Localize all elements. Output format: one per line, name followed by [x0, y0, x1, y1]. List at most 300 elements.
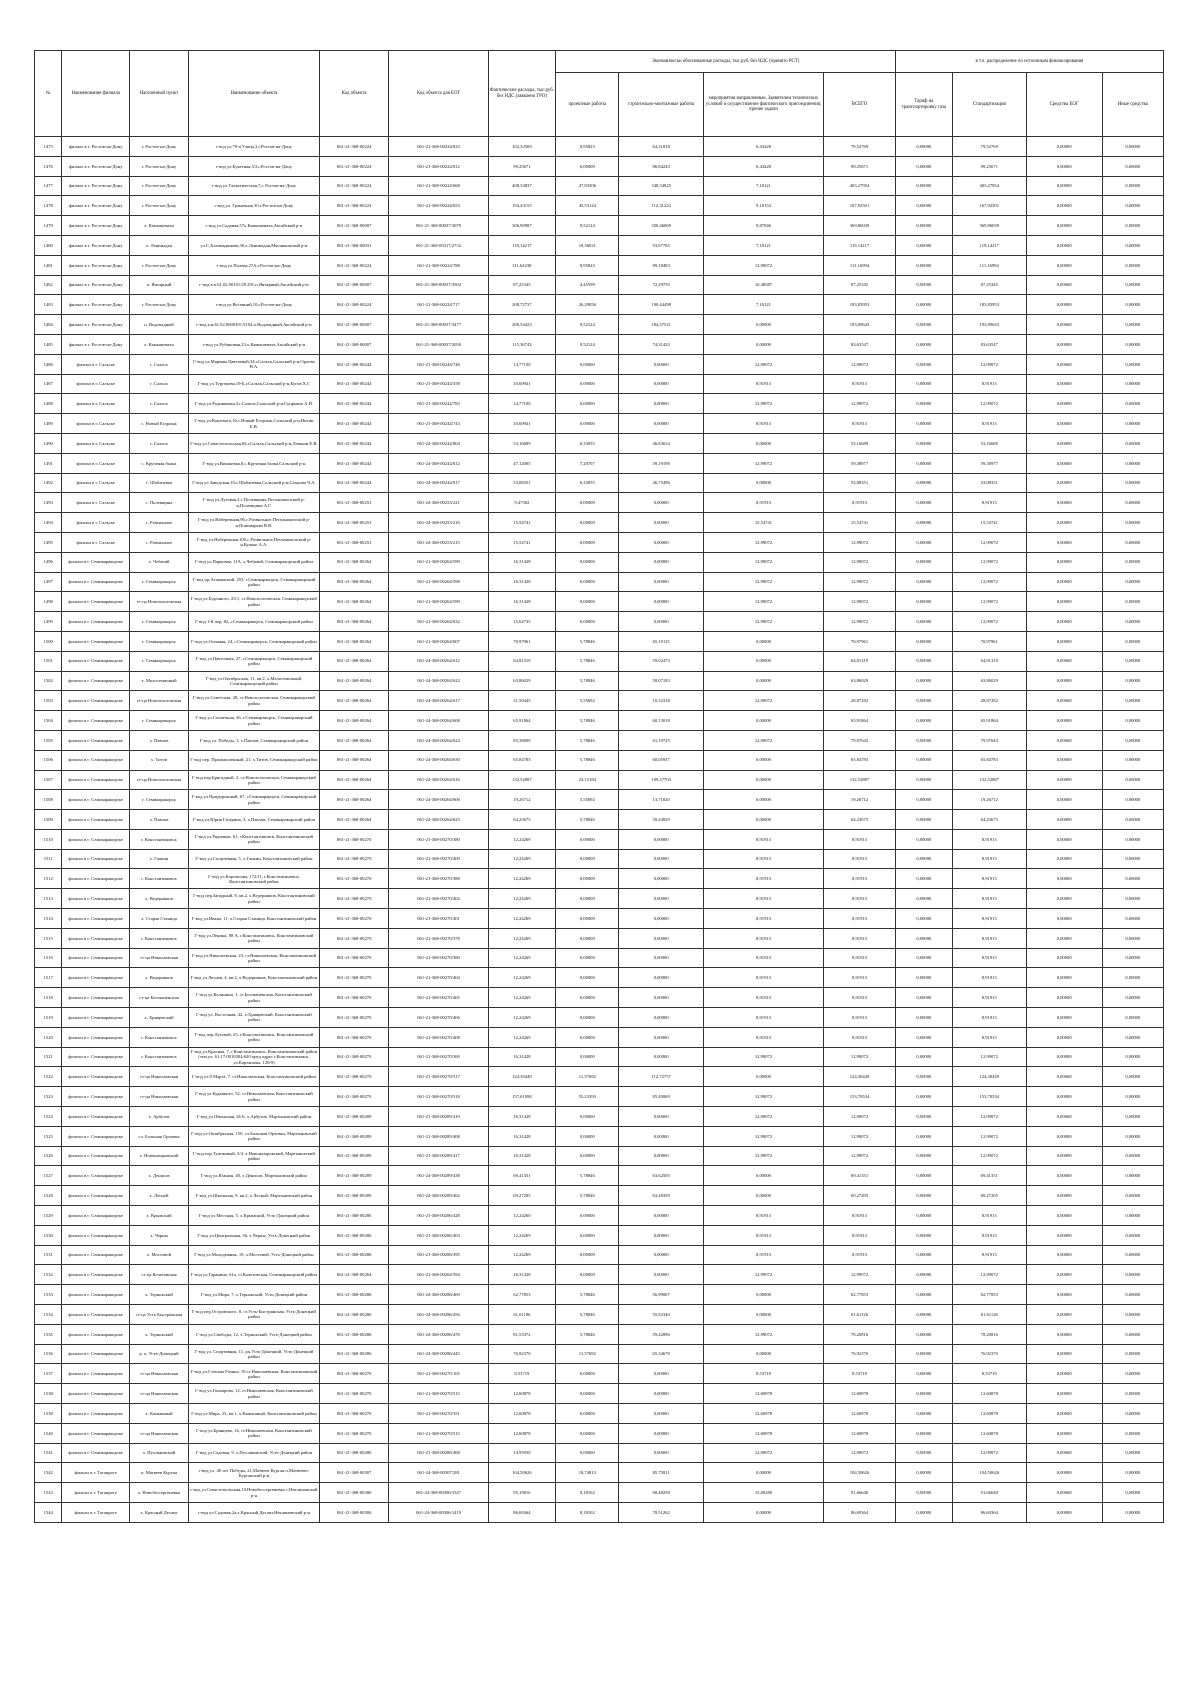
cell-actual: 16,31428: [488, 592, 556, 612]
cell-total: 63,86029: [824, 671, 896, 691]
cell-no: 1517: [35, 968, 62, 988]
table-row: [35, 1483, 1164, 1503]
cell-other: 0,00000: [1102, 216, 1163, 236]
cell-standard: 12,99072: [952, 394, 1026, 414]
cell-no: 1500: [35, 631, 62, 651]
cell-tariff: 0,00000: [895, 1483, 952, 1503]
cell-eog: 0,00000: [1026, 275, 1102, 295]
cell-total: 104,50626: [824, 1463, 896, 1483]
cell-object-code: 061-21-368-00286: [319, 1344, 389, 1364]
table-row: [35, 790, 1164, 810]
cell-no: 1488: [35, 394, 62, 414]
cell-extra: 12,99072: [703, 1126, 823, 1146]
cell-design: 5,78846: [556, 1285, 619, 1305]
cell-object-code: 061-21-368-00224: [319, 156, 389, 176]
cell-object-code: 061-21-368-00306: [319, 1502, 389, 1522]
cell-construction: 65,19115: [619, 631, 703, 651]
cell-standard: 8,91913: [952, 928, 1026, 948]
cell-no: 1527: [35, 1166, 62, 1186]
cell-construction: 0,00000: [619, 1126, 703, 1146]
cell-other: 0,00000: [1102, 1126, 1163, 1146]
cell-eog: 0,00000: [1026, 255, 1102, 275]
cell-settlement: х. Титов: [129, 750, 188, 770]
cell-total: 8,91913: [824, 909, 896, 929]
cell-branch: филиал в г. Семикаракорске: [62, 1443, 130, 1463]
table-row: [35, 1364, 1164, 1384]
table-row: [35, 1324, 1164, 1344]
cell-object-name: Г-вод пр.Атаманский, 253, г.Семикаракорск, Семикаракорский район: [189, 572, 320, 592]
cell-construction: 65,34678: [619, 1344, 703, 1364]
cell-branch: филиал в г. Семикаракорске: [62, 1285, 130, 1305]
cell-design: 5,78846: [556, 730, 619, 750]
cell-eog: 0,00000: [1026, 334, 1102, 354]
cell-total: 124,30449: [824, 1067, 896, 1087]
cell-object-code: 061-21-368-00224: [319, 255, 389, 275]
table-row: [35, 988, 1164, 1008]
cell-tariff: 0,00000: [895, 1008, 952, 1028]
cell-object-code-eog: 061-24-368-00286/445: [389, 1344, 488, 1364]
cell-settlement: с. Полевщина: [129, 493, 188, 513]
cell-settlement: х. Лесной: [129, 1186, 188, 1206]
cell-standard: 12,99072: [952, 1107, 1026, 1127]
cell-total: 403,27954: [824, 176, 896, 196]
cell-tariff: 0,00000: [895, 255, 952, 275]
cell-settlement: х. Павлов: [129, 730, 188, 750]
cell-object-code: 061-21-368-00244: [319, 414, 389, 434]
cell-extra: 7,10121: [703, 235, 823, 255]
cell-actual: 12,24269: [488, 948, 556, 968]
cell-branch: филиал в г. Семикаракорске: [62, 730, 130, 750]
cell-settlement: ст-ца Новозолотовская: [129, 691, 188, 711]
cell-object-code-eog: 061-21-368-00270/408: [389, 1027, 488, 1047]
cell-actual: 16,31428: [488, 1265, 556, 1285]
cell-no: 1524: [35, 1107, 62, 1127]
cell-branch: филиал в г. Семикаракорске: [62, 592, 130, 612]
cell-object-name: Г-вод ул.Рядчиков, 61, г.Константиновск, Константиновский район: [189, 829, 320, 849]
cell-design: 5,78846: [556, 1186, 619, 1206]
cell-settlement: х. Малосемичный: [129, 671, 188, 691]
cell-no: 1498: [35, 592, 62, 612]
cell-eog: 0,00000: [1026, 592, 1102, 612]
table-row: [35, 572, 1164, 592]
cell-tariff: 0,00000: [895, 790, 952, 810]
cell-object-code: 061-21-368-00264: [319, 612, 389, 632]
cell-standard: 53,16689: [952, 433, 1026, 453]
cell-construction: 0,00000: [619, 829, 703, 849]
cell-branch: филиал в г. Семикаракорске: [62, 1344, 130, 1364]
cell-design: 0,00000: [556, 1047, 619, 1067]
cell-construction: 0,00000: [619, 1027, 703, 1047]
cell-eog: 0,00000: [1026, 948, 1102, 968]
cell-total: 79,97643: [824, 730, 896, 750]
cell-eog: 0,00000: [1026, 156, 1102, 176]
table-row: [35, 216, 1164, 236]
cell-eog: 0,00000: [1026, 869, 1102, 889]
table-row: [35, 453, 1164, 473]
table-row: [35, 1206, 1164, 1226]
cell-design: 0,00000: [556, 513, 619, 533]
cell-object-name: Г-вод ул.Молодежная, 19, х.Мостовой, Усть-Донецкий район: [189, 1245, 320, 1265]
cell-tariff: 0,00000: [895, 592, 952, 612]
cell-design: 0,00000: [556, 889, 619, 909]
cell-object-name: Г-вод ул.Заводская,10,с.Шаблиевка,Сальский р-н,Сахнова Ч.А.: [189, 473, 320, 493]
cell-construction: 0,00000: [619, 1245, 703, 1265]
cell-object-code-eog: 061-24-368-00286/469: [389, 1285, 488, 1305]
cell-object-name: г-вод ул.Весенний,10,г.Ростов-на-Дону: [189, 295, 320, 315]
cell-settlement: х. Камышеваха: [129, 334, 188, 354]
cell-design: 6,33055: [556, 433, 619, 453]
cell-actual: 194,43155: [488, 196, 556, 216]
cell-object-name: г-вод ул.Букетная,3/2,г.Ростов-на-Дону: [189, 156, 320, 176]
cell-actual: 16,31428: [488, 572, 556, 592]
cell-branch: филиал в г. Семикаракорске: [62, 1027, 130, 1047]
cell-settlement: х. Новоназаровский: [129, 1146, 188, 1166]
cell-object-code-eog: 061-21-368-00244/783: [389, 394, 488, 414]
cell-total: 193,89643: [824, 315, 896, 335]
cell-tariff: 0,00000: [895, 433, 952, 453]
cell-branch: филиал в г. Семикаракорске: [62, 968, 130, 988]
cell-actual: 111,64238: [488, 255, 556, 275]
cell-design: 45,53124: [556, 196, 619, 216]
cell-total: 12,99072: [824, 1443, 896, 1463]
cell-object-code-eog: 061-21-368-00270/380: [389, 829, 488, 849]
cell-actual: 12,24269: [488, 849, 556, 869]
cell-object-code-eog: 061-21-368-00264/632: [389, 612, 488, 632]
cell-standard: 79,52769: [952, 137, 1026, 157]
cell-object-code: 061-21-368-00264: [319, 750, 389, 770]
cell-design: 0,00000: [556, 493, 619, 513]
cell-eog: 0,00000: [1026, 473, 1102, 493]
cell-eog: 0,00000: [1026, 1067, 1102, 1087]
cell-branch: филиал в г. Семикаракорске: [62, 1423, 130, 1443]
cell-total: 61,61126: [824, 1305, 896, 1325]
cell-object-name: г-вод ул. 40 лет Победы, 21,Матвеев Курган п,Матвеево-Курганский р-н: [189, 1463, 320, 1483]
cell-eog: 0,00000: [1026, 1047, 1102, 1067]
cell-eog: 0,00000: [1026, 1107, 1102, 1127]
cell-tariff: 0,00000: [895, 315, 952, 335]
cell-tariff: 0,00000: [895, 216, 952, 236]
cell-branch: филиал в г. Сальске: [62, 473, 130, 493]
cell-design: 0,00000: [556, 1008, 619, 1028]
cell-standard: 12,99072: [952, 552, 1026, 572]
col-other: Иные средства: [1102, 73, 1163, 137]
cell-branch: филиал в г. Семикаракорске: [62, 1265, 130, 1285]
cell-actual: 16,31428: [488, 1047, 556, 1067]
cell-branch: филиал в г. Ростов-на-Дону: [62, 176, 130, 196]
cell-object-name: Г-вод ул.Центральная, 36, х.Черны, Усть-Донецкий район: [189, 1225, 320, 1245]
cell-object-name: Г-вод ул.Брянцева, 14, ст.Николаевская, Константиновский район: [189, 1423, 320, 1443]
cell-no: 1476: [35, 156, 62, 176]
cell-tariff: 0,00000: [895, 849, 952, 869]
cell-object-code: 061-21-368-00264: [319, 730, 389, 750]
table-row: [35, 1285, 1164, 1305]
cell-other: 0,00000: [1102, 829, 1163, 849]
cell-construction: 85,40069: [619, 1087, 703, 1107]
cell-no: 1483: [35, 295, 62, 315]
cell-object-code: 061-21-368-00270: [319, 869, 389, 889]
cell-construction: 112,72757: [619, 1067, 703, 1087]
cell-object-name: г-вод ул.Галактическая,7,г. Ростов-на-Дону: [189, 176, 320, 196]
cell-construction: 93,67765: [619, 235, 703, 255]
cell-object-code-eog: 061-21-368-00224/788: [389, 255, 488, 275]
col-tariff: Тариф на транспортировку газа: [895, 73, 952, 137]
cell-actual: 12,24269: [488, 1245, 556, 1265]
cell-extra: 8,91913: [703, 493, 823, 513]
cell-object-code-eog: 061-21-368-00224/823: [389, 137, 488, 157]
cell-settlement: ст-ца Николаевская: [129, 948, 188, 968]
cell-settlement: х. Чебачий: [129, 552, 188, 572]
cell-actual: 10,69941: [488, 374, 556, 394]
cell-object-code: 061-21-368-00224: [319, 176, 389, 196]
cell-settlement: ст-ца Кочетовская: [129, 1265, 188, 1285]
cell-object-name: Г-вод ул.Южная, 40, х.Денисов, Мартыновский район: [189, 1166, 320, 1186]
cell-design: 9,52124: [556, 216, 619, 236]
cell-object-code: 061-21-368-00244: [319, 433, 389, 453]
cell-eog: 0,00000: [1026, 1126, 1102, 1146]
cell-tariff: 0,00000: [895, 414, 952, 434]
cell-total: 8,91913: [824, 869, 896, 889]
cell-no: 1509: [35, 810, 62, 830]
cell-object-code-eog: 061-24-368-00264/612: [389, 651, 488, 671]
cell-branch: филиал в г. Ростов-на-Дону: [62, 196, 130, 216]
table-row: [35, 1107, 1164, 1127]
cell-total: 12,60878: [824, 1384, 896, 1404]
cell-no: 1482: [35, 275, 62, 295]
cell-no: 1518: [35, 988, 62, 1008]
cell-object-name: г-вод ул.70-я Улица,3,г.Ростов-на-Дону: [189, 137, 320, 157]
cell-standard: 28,87282: [952, 691, 1026, 711]
cell-extra: 8,91913: [703, 1206, 823, 1226]
col-object-name: Наименование объекта: [189, 51, 320, 137]
cell-object-code-eog: 061-24-368-00286/456: [389, 1305, 488, 1325]
cell-standard: 69,27205: [952, 1186, 1026, 1206]
cell-other: 0,00000: [1102, 948, 1163, 968]
cell-extra: 12,99072: [703, 354, 823, 374]
cell-object-code-eog: 061-21-368-00286/403: [389, 1225, 488, 1245]
cell-object-name: Г-вод пер.Западный, 8, кв.2, х.Ведерников, Константиновский район: [189, 889, 320, 909]
cell-standard: 8,91913: [952, 1206, 1026, 1226]
cell-total: 99,25671: [824, 156, 896, 176]
cell-object-code: 061-21-368-00270: [319, 1027, 389, 1047]
cell-total: 8,53719: [824, 1364, 896, 1384]
cell-extra: 0,00000: [703, 770, 823, 790]
cell-standard: 12,99072: [952, 572, 1026, 592]
cell-no: 1478: [35, 196, 62, 216]
cell-settlement: х. Пухляковский: [129, 1443, 188, 1463]
cell-object-code-eog: 061-24-368-00264/608: [389, 711, 488, 731]
cell-object-name: Г-вод пер.Островского, 8, ст.Усть-Быстрянская, Усть-Донецкий район: [189, 1305, 320, 1325]
cell-other: 0,00000: [1102, 988, 1163, 1008]
cell-object-name: Г-вод ул.Школьная, 26 Б, х.Арбузов, Мартыновский район: [189, 1107, 320, 1127]
cell-no: 1504: [35, 711, 62, 731]
cell-design: 0,00000: [556, 1206, 619, 1226]
table-row: [35, 433, 1164, 453]
cell-design: 8,18102: [556, 1502, 619, 1522]
cell-extra: 0,00000: [703, 1463, 823, 1483]
cell-other: 0,00000: [1102, 691, 1163, 711]
cell-construction: 55,82340: [619, 1305, 703, 1325]
cell-extra: 0,00000: [703, 315, 823, 335]
cell-extra: 8,91913: [703, 988, 823, 1008]
table-row: [35, 1225, 1164, 1245]
cell-extra: 12,60878: [703, 1423, 823, 1443]
cell-object-code: 061-21-368-00264: [319, 770, 389, 790]
cell-other: 0,00000: [1102, 1245, 1163, 1265]
cell-extra: 12,99072: [703, 1324, 823, 1344]
cell-object-code-eog: 061-24-368-00253/215: [389, 532, 488, 552]
cell-object-code-eog: 061-21-368-00317/2732: [389, 235, 488, 255]
cell-object-code: 061-21-368-00031: [319, 235, 389, 255]
cell-settlement: р. п. Усть-Донецкий: [129, 1344, 188, 1364]
cell-settlement: ст-ца Новозолотовская: [129, 592, 188, 612]
cell-branch: филиал в г. Сальске: [62, 394, 130, 414]
cell-extra: 8,91913: [703, 414, 823, 434]
cell-total: 79,52769: [824, 137, 896, 157]
cell-design: 0,00000: [556, 394, 619, 414]
cell-no: 1512: [35, 869, 62, 889]
cell-no: 1503: [35, 691, 62, 711]
cell-tariff: 0,00000: [895, 1206, 952, 1226]
cell-branch: филиал в г. Семикаракорске: [62, 770, 130, 790]
cell-eog: 0,00000: [1026, 770, 1102, 790]
cell-branch: филиал в г. Ростов-на-Дону: [62, 137, 130, 157]
cell-object-code: 061-21-368-00244: [319, 354, 389, 374]
table-row: [35, 473, 1164, 493]
cell-object-code: 061-21-368-00264: [319, 790, 389, 810]
table-row: [35, 315, 1164, 335]
cell-design: 26,29056: [556, 295, 619, 315]
cell-total: 119,14217: [824, 235, 896, 255]
cell-object-name: Г-вод ул.Гаранина, 61а, ст.Кочетовская, Семикаракорский район: [189, 1265, 320, 1285]
cell-extra: 12,99072: [703, 552, 823, 572]
cell-construction: 0,00000: [619, 1225, 703, 1245]
cell-other: 0,00000: [1102, 1008, 1163, 1028]
table-row: [35, 374, 1164, 394]
cell-no: 1538: [35, 1384, 62, 1404]
cell-eog: 0,00000: [1026, 315, 1102, 335]
cell-other: 0,00000: [1102, 552, 1163, 572]
cell-branch: филиал в г. Ростов-на-Дону: [62, 156, 130, 176]
cell-no: 1477: [35, 176, 62, 196]
cell-extra: 8,91913: [703, 374, 823, 394]
cell-no: 1537: [35, 1364, 62, 1384]
cell-total: 86,69364: [824, 1502, 896, 1522]
cell-settlement: сл. Большая Орловка: [129, 1126, 188, 1146]
cell-total: 59,38977: [824, 453, 896, 473]
cell-object-code: 061-21-368-00224: [319, 196, 389, 216]
cell-tariff: 0,00000: [895, 1443, 952, 1463]
cell-total: 91,66640: [824, 1483, 896, 1503]
cell-other: 0,00000: [1102, 849, 1163, 869]
cell-extra: 12,99072: [703, 394, 823, 414]
cell-extra: 8,91913: [703, 829, 823, 849]
cell-tariff: 0,00000: [895, 1364, 952, 1384]
cell-branch: филиал в г. Сальске: [62, 453, 130, 473]
cell-design: 7,20707: [556, 453, 619, 473]
cell-other: 0,00000: [1102, 671, 1163, 691]
cell-object-code-eog: 061-21-368-00270/515: [389, 1384, 488, 1404]
cell-standard: 12,60878: [952, 1384, 1026, 1404]
cell-standard: 12,99072: [952, 1265, 1026, 1285]
cell-object-code: 061-21-368-00264: [319, 691, 389, 711]
cell-eog: 0,00000: [1026, 1384, 1102, 1404]
cell-extra: 12,99072: [703, 592, 823, 612]
cell-actual: 65,91864: [488, 711, 556, 731]
cell-construction: 72,29759: [619, 275, 703, 295]
cell-eog: 0,00000: [1026, 1225, 1102, 1245]
cell-no: 1529: [35, 1206, 62, 1226]
cell-other: 0,00000: [1102, 1087, 1163, 1107]
cell-actual: 95,19816: [488, 1483, 556, 1503]
cell-object-name: Г-вод ул.Тургенева,19-Б,г.Сальск,Сальский р-н,Бугов Х.Г.: [189, 374, 320, 394]
cell-object-name: Г-вод ул.Родниковая,3,г.Сальск,Сальский р-н,Супрьяно А.И.: [189, 394, 320, 414]
cell-other: 0,00000: [1102, 1404, 1163, 1424]
cell-tariff: 0,00000: [895, 948, 952, 968]
cell-other: 0,00000: [1102, 1443, 1163, 1463]
cell-object-code-eog: 061-21-368-00270/351: [389, 1404, 488, 1424]
table-row: [35, 730, 1164, 750]
table-row: [35, 1502, 1164, 1522]
cell-design: 0,00000: [556, 1265, 619, 1285]
col-total: ВСЕГО: [824, 73, 896, 137]
cell-tariff: 0,00000: [895, 275, 952, 295]
cell-design: 0,00000: [556, 552, 619, 572]
cell-eog: 0,00000: [1026, 374, 1102, 394]
cell-settlement: х. Денисов: [129, 1166, 188, 1186]
cell-construction: 0,00000: [619, 374, 703, 394]
cell-other: 0,00000: [1102, 176, 1163, 196]
cell-actual: 12,60878: [488, 1423, 556, 1443]
cell-eog: 0,00000: [1026, 1027, 1102, 1047]
cell-construction: 10,32318: [619, 691, 703, 711]
table-row: [35, 691, 1164, 711]
cell-object-code-eog: 061-21-368-00224/668: [389, 176, 488, 196]
cell-no: 1536: [35, 1344, 62, 1364]
cell-total: 19,26712: [824, 790, 896, 810]
cell-settlement: х. Арбузов: [129, 1107, 188, 1127]
cell-branch: филиал в г. Таганроге: [62, 1483, 130, 1503]
cell-settlement: г. Семикаракорск: [129, 790, 188, 810]
cell-branch: филиал в г. Семикаракорске: [62, 1305, 130, 1325]
cell-branch: филиал в г. Семикаракорске: [62, 988, 130, 1008]
cell-extra: 12,99072: [703, 1265, 823, 1285]
cell-settlement: х. Ленинадан: [129, 235, 188, 255]
cell-construction: 0,00000: [619, 869, 703, 889]
cell-actual: 12,24269: [488, 909, 556, 929]
cell-construction: 0,00000: [619, 1206, 703, 1226]
col-extra: мероприятия направленные, Заявителем технических условий и осуществление фактического присоединения; прочие задачи: [703, 73, 823, 137]
cell-extra: 12,99072: [703, 1047, 823, 1067]
cell-object-name: Г-вод ул.Местная, 5, х.Крымский, Усть-Донецкий район: [189, 1206, 320, 1226]
cell-other: 0,00000: [1102, 1265, 1163, 1285]
cell-extra: 0,00000: [703, 750, 823, 770]
cell-object-name: Г-вод ул.Ивана, 11, х.Старая Станица, Константиновский район: [189, 909, 320, 929]
cell-object-code-eog: 061-21-368-00270/517: [389, 1067, 488, 1087]
cell-design: 11,57692: [556, 1344, 619, 1364]
cell-design: 6,00000: [556, 156, 619, 176]
cell-no: 1523: [35, 1087, 62, 1107]
cell-extra: 12,99072: [703, 691, 823, 711]
cell-object-code: 061-21-368-00270: [319, 849, 389, 869]
cell-tariff: 0,00000: [895, 235, 952, 255]
table-row: [35, 1067, 1164, 1087]
cell-tariff: 0,00000: [895, 1067, 952, 1087]
cell-object-name: г-вод ул.Севастопольская,10,Новобессергеневка с,Неклиновский р-н: [189, 1483, 320, 1503]
cell-object-code: 061-21-368-00244: [319, 453, 389, 473]
table-row: [35, 948, 1164, 968]
cell-tariff: 0,00000: [895, 750, 952, 770]
cell-design: 0,00000: [556, 968, 619, 988]
